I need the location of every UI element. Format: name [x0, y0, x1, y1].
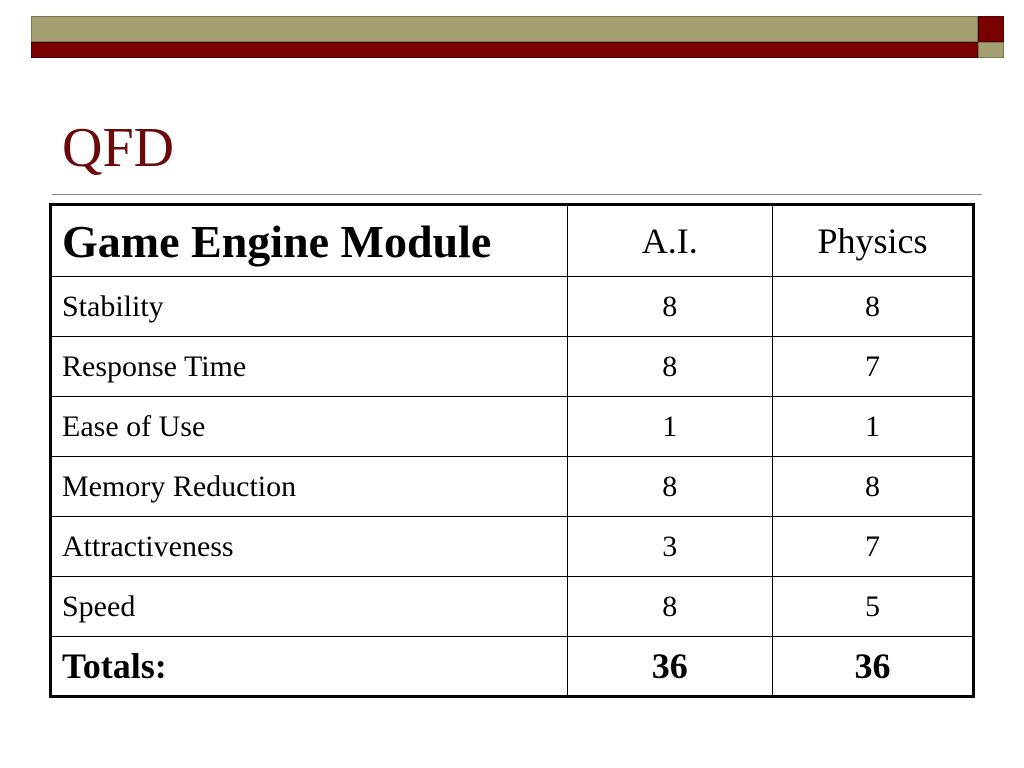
table-header-row — [51, 205, 974, 277]
header-ai: A.I. — [567, 205, 772, 277]
table-row — [51, 577, 974, 637]
title-divider — [52, 194, 982, 195]
table-row — [51, 457, 974, 517]
corner-square-olive — [978, 42, 1004, 58]
row-ai-value: 1 — [567, 397, 772, 457]
row-label: Ease of Use — [51, 397, 568, 457]
header-module: Game Engine Module — [51, 205, 568, 277]
slide-title: QFD — [62, 117, 175, 179]
header-bar-maroon — [31, 42, 978, 58]
totals-physics-value: 36 — [772, 637, 973, 697]
table-row — [51, 397, 974, 457]
row-ai-value: 3 — [567, 517, 772, 577]
row-physics-value: 7 — [772, 517, 973, 577]
table-row — [51, 337, 974, 397]
table-row — [51, 277, 974, 337]
row-physics-value: 5 — [772, 577, 973, 637]
row-label: Speed — [51, 577, 568, 637]
row-physics-value: 1 — [772, 397, 973, 457]
totals-ai-value: 36 — [567, 637, 772, 697]
row-ai-value: 8 — [567, 577, 772, 637]
row-physics-value: 8 — [772, 457, 973, 517]
qfd-table — [49, 203, 975, 698]
totals-row — [51, 637, 974, 697]
header-bar-olive — [31, 16, 978, 42]
row-ai-value: 8 — [567, 337, 772, 397]
row-label: Stability — [51, 277, 568, 337]
row-label: Attractiveness — [51, 517, 568, 577]
row-ai-value: 8 — [567, 457, 772, 517]
row-ai-value: 8 — [567, 277, 772, 337]
corner-square-maroon — [978, 16, 1004, 42]
row-label: Response Time — [51, 337, 568, 397]
row-label: Memory Reduction — [51, 457, 568, 517]
row-physics-value: 7 — [772, 337, 973, 397]
row-physics-value: 8 — [772, 277, 973, 337]
header-physics: Physics — [772, 205, 973, 277]
totals-label: Totals: — [51, 637, 568, 697]
table-row — [51, 517, 974, 577]
